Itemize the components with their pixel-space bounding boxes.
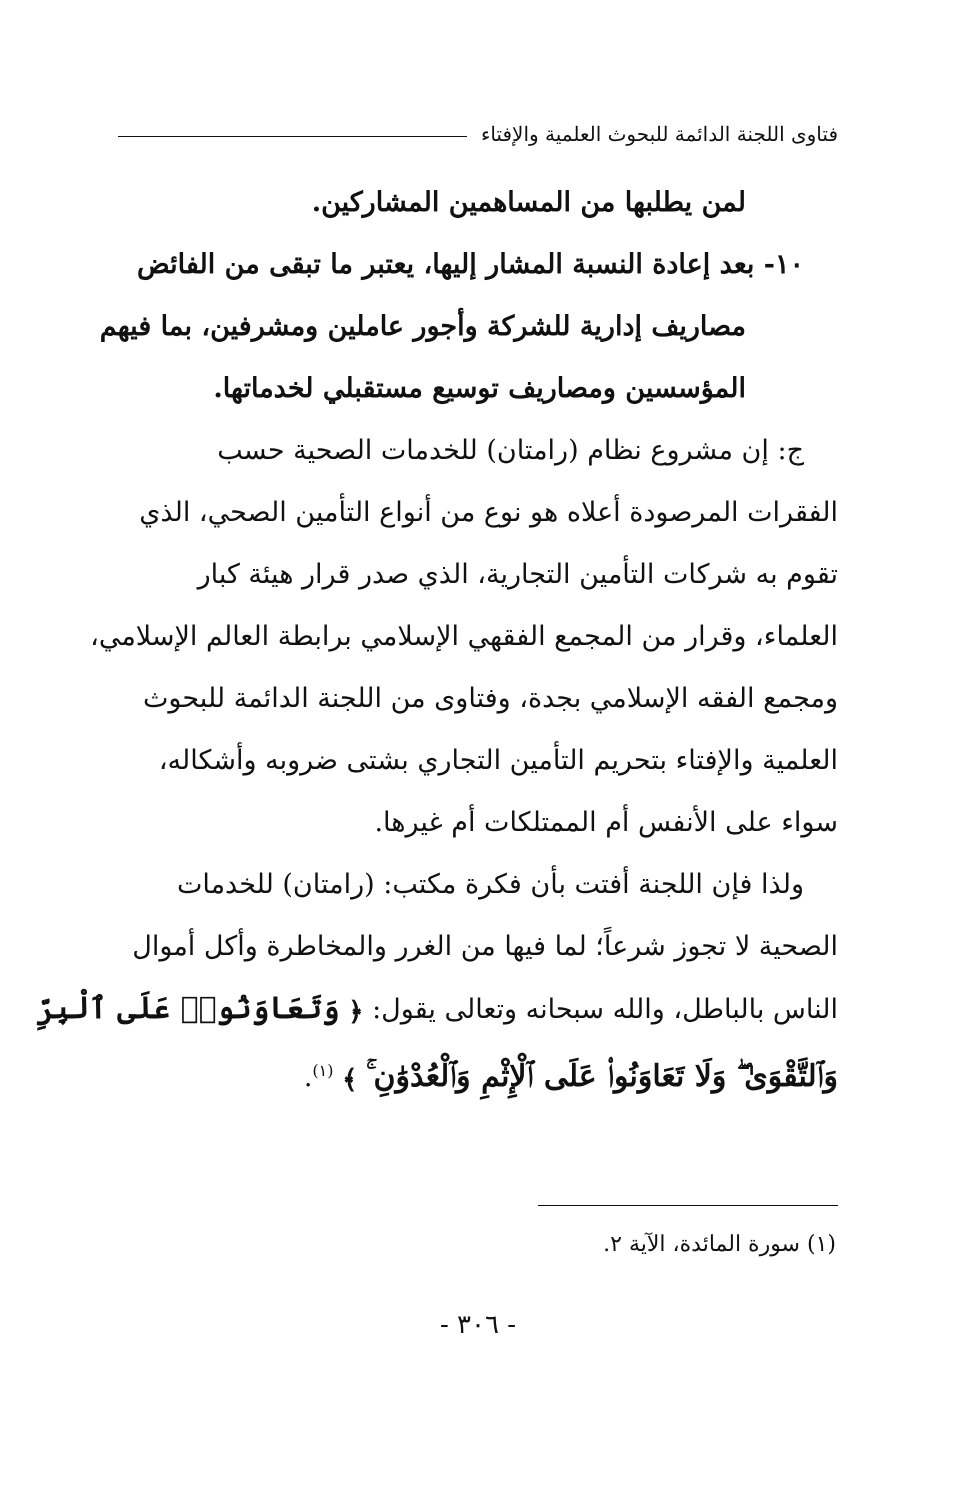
text-line: العلماء، وقرار من المجمع الفقهي الإسلامي برابطة العالم الإسلامي، — [90, 621, 838, 652]
text-line: الصحية لا تجوز شرعاً؛ لما فيها من الغرر والمخاطرة وأكل أموال — [132, 931, 838, 962]
text-line: ولذا فإن اللجنة أفتت بأن فكرة مكتب: (رامتان) للخدمات — [176, 869, 804, 900]
end-period: . — [303, 1062, 313, 1093]
header-title: فتاوى اللجنة الدائمة للبحوث العلمية والإفتاء — [480, 122, 838, 146]
quran-ornament-open: ﴿ — [348, 997, 364, 1027]
running-header — [118, 116, 838, 152]
text-line: العلمية والإفتاء بتحريم التأمين التجاري بشتى ضروبه وأشكاله، — [158, 745, 838, 776]
text-line-intro: الناس بالباطل، والله سبحانه وتعالى يقول: — [372, 994, 838, 1025]
text-line: لمن يطلبها من المساهمين المشاركين. — [311, 187, 746, 218]
text-line: ١٠- بعد إعادة النسبة المشار إليها، يعتبر ما تبقى من الفائض — [137, 249, 804, 280]
footnote-reference: (١) — [312, 1061, 334, 1080]
header-rule — [118, 136, 467, 137]
text-line: تقوم به شركات التأمين التجارية، الذي صدر قرار هيئة كبار — [197, 559, 838, 590]
text-line: مصاريف إدارية للشركة وأجور عاملين ومشرفين، بما فيهم — [99, 311, 746, 342]
text-line: ومجمع الفقه الإسلامي بجدة، وفتاوى من اللجنة الدائمة للبحوث — [143, 683, 838, 714]
text-line: المؤسسين ومصاريف توسيع مستقبلي لخدماتها. — [213, 373, 746, 404]
quran-verse-part-2: وَٱلتَّقْوَىٰ ۖ وَلَا تَعَاوَنُوا۟ عَلَى ٱلْإِثْمِ وَٱلْعُدْوَٰنِ ۚ — [365, 1059, 838, 1094]
quran-ornament-close: ﴾ — [342, 1065, 358, 1095]
quran-verse-part-1: وَتَعَاوَنُوا۟ عَلَى ٱلْبِرِّ — [36, 991, 340, 1026]
text-line: الفقرات المرصودة أعلاه هو نوع من أنواع التأمين الصحي، الذي — [139, 497, 838, 528]
text-line: سواء على الأنفس أم الممتلكات أم غيرها. — [374, 807, 838, 838]
page-number: - ٣٠٦ - — [439, 1310, 517, 1340]
text-line-with-quran — [36, 978, 838, 1040]
body-text — [36, 172, 838, 1102]
quran-line — [120, 1040, 838, 1102]
footnote-rule — [538, 1205, 838, 1206]
text-line: ج: إن مشروع نظام (رامتان) للخدمات الصحية حسب — [217, 435, 804, 466]
footnote: (١) سورة المائدة، الآية ٢. — [603, 1232, 836, 1257]
